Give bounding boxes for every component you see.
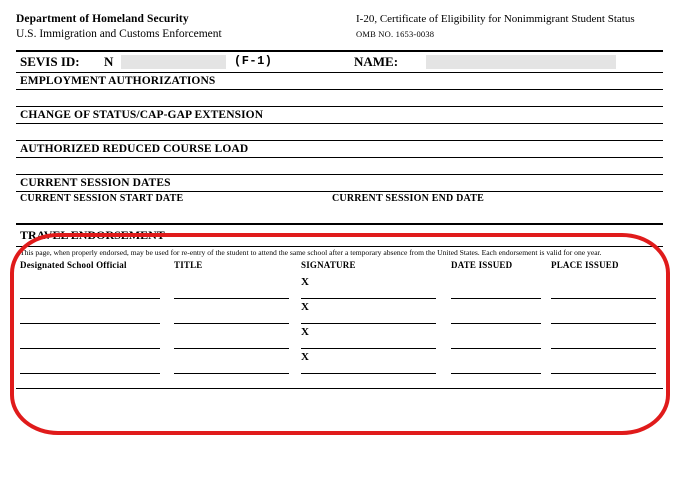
header-agency-block bbox=[16, 12, 356, 42]
travel-table-header bbox=[16, 260, 663, 274]
student-name-label: NAME: bbox=[354, 54, 399, 69]
table-row[interactable] bbox=[16, 349, 663, 374]
column-header-date-issued: DATE ISSUED bbox=[451, 259, 513, 270]
student-name-redaction bbox=[426, 55, 616, 69]
column-header-title: TITLE bbox=[174, 259, 203, 270]
table-row[interactable] bbox=[16, 299, 663, 324]
sevis-id-row bbox=[16, 52, 663, 72]
date-issued-line[interactable] bbox=[451, 373, 541, 374]
section-reduced-course-load: AUTHORIZED REDUCED COURSE LOAD bbox=[20, 143, 249, 155]
table-row[interactable] bbox=[16, 324, 663, 349]
form-title: I-20, Certificate of Eligibility for Nonimmigrant Student Status bbox=[356, 13, 635, 25]
signature-marker: X bbox=[301, 325, 309, 338]
divider-travel-bottom bbox=[16, 388, 663, 389]
travel-endorsement-note: This page, when properly endorsed, may be used for re-entry of the student to attend the same school after a temporary absence from the United States. Each endorsement is valid for one year. bbox=[20, 248, 602, 257]
session-date-headers bbox=[16, 192, 663, 209]
title-line[interactable] bbox=[174, 373, 289, 374]
dso-signature-line[interactable] bbox=[20, 373, 160, 374]
student-status-code: (F-1) bbox=[234, 54, 273, 68]
session-start-date-label: CURRENT SESSION START DATE bbox=[20, 193, 184, 204]
table-row[interactable] bbox=[16, 274, 663, 299]
column-header-signature: SIGNATURE bbox=[301, 259, 356, 270]
sevis-id-redaction bbox=[121, 55, 226, 69]
employment-authorizations-blank-area bbox=[16, 90, 663, 106]
section-employment-authorizations: EMPLOYMENT AUTHORIZATIONS bbox=[20, 75, 216, 87]
column-header-place-issued: PLACE ISSUED bbox=[551, 259, 619, 270]
section-travel-endorsement: TRAVEL ENDORSEMENT bbox=[20, 228, 165, 242]
agency-department: Department of Homeland Security bbox=[16, 13, 189, 25]
column-header-dso: Designated School Official bbox=[20, 259, 127, 270]
signature-marker: X bbox=[301, 350, 309, 363]
section-current-session-dates: CURRENT SESSION DATES bbox=[20, 177, 171, 189]
travel-table-footer-space bbox=[16, 374, 663, 388]
session-end-date-label: CURRENT SESSION END DATE bbox=[332, 193, 484, 204]
place-issued-line[interactable] bbox=[551, 373, 656, 374]
signature-marker: X bbox=[301, 300, 309, 313]
agency-bureau: U.S. Immigration and Customs Enforcement bbox=[16, 28, 222, 40]
session-date-values bbox=[16, 209, 663, 223]
change-of-status-blank-area bbox=[16, 124, 663, 140]
omb-number: OMB NO. 1653-0038 bbox=[356, 29, 435, 39]
signature-line[interactable] bbox=[301, 373, 436, 374]
form-body bbox=[16, 50, 663, 389]
sevis-id-value: N bbox=[104, 54, 114, 69]
header-form-block bbox=[356, 12, 664, 42]
section-change-of-status: CHANGE OF STATUS/CAP-GAP EXTENSION bbox=[20, 109, 264, 121]
sevis-id-label: SEVIS ID: bbox=[20, 54, 80, 69]
reduced-course-load-blank-area bbox=[16, 158, 663, 174]
signature-marker: X bbox=[301, 275, 309, 288]
document-header bbox=[16, 12, 664, 42]
